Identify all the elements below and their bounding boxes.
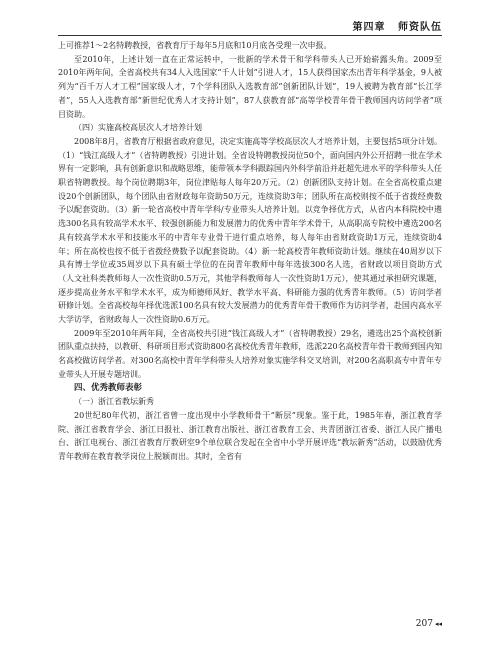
paragraph-teaching-stars: 20世纪80年代初，浙江省曾一度出现中小学教师骨干“断层”现象。鉴于此，1985年春，浙江教育学院、浙江省教育学会、浙江日报社、浙江教育出版社、浙江省教育工会、共青团浙江省委、浙江人民广播电台、浙江电视台、浙江省教育厅教研室9个单位联合发起在全省中小学开展评选“教坛新秀”活动，以鼓励优秀青年教师在教育教学岗位上脱颖而出。其时，全省有: [58, 410, 442, 462]
paragraph-2010-results: 至2010年，上述计划一直在正常运转中，一批新的学术骨干和学科带头人已开始崭露头角。2009至2010年两年间，全省高校共有34人入选国家“千人计划”引进人才，15人获得国家杰出青年科学基金，9人被列为“百千万人才工程”国家级人才，7个学科团队入选教育部“创新团队计划”，19人被聘为教育部“长江学者”，55人入选教育部“新世纪优秀人才支持计划”，87人获教育部“高等学校青年骨干教师国内访问学者”项目资助。: [58, 54, 442, 119]
section-heading-4: 四、优秀教师表彰: [74, 382, 143, 393]
running-head: [353, 18, 442, 33]
subsection-heading-1: （一）浙江省教坛新秀: [74, 397, 154, 407]
page-number: [416, 619, 442, 629]
paragraph-2009-2010-outcomes: 2009年至2010年两年间，全省高校共引进“钱江高级人才”（省特聘教授）29名，遴选出25个高校创新团队重点扶持，以教研、科研项目形式资助800名高校优秀青年教师，选派220名高校青年骨干教师到国内知名高校做访问学者。对300名高校中青年学科带头人培养对象实施学科交叉培训，对200名高职高专中青年专业带头人开展专题培训。: [58, 328, 442, 379]
paragraph-talent-plan: 2008年8月，省教育厅根据省政府意见，决定实施高等学校高层次人才培养计划，主要包括5项分计划。（1）“钱江高级人才”（省特聘教授）引进计划。全省设特聘教授岗位50个，面向国内外公开招聘一批在学术界有一定影响，具有创新意识和战略思维，能带领本学科跟踪国内外科学前沿并赶超先进水平的学科带头人任职省特聘教授。每个岗位聘期3年，岗位津贴每人每年20万元。（2）创新团队支持计划。在全省高校重点建设20个创新团队，每个团队由省财政每年资助50万元，连续资助3年；团队所在高校则按不低于省拨经费数予以配套资助。（3）新一轮省高校中青年学科/专业带头人培养计划。以竞争择优方式，从省内本科院校中遴选300名具有较高学术水平、较强创新能力和发展潜力的优秀中青年学术骨干，从高职高专院校中遴选200名具有较高学术水平和技能水平的中青年专业骨干进行重点培养，每人每年由省财政资助1万元，连续资助4年；所在高校也按不低于省拨经费数予以配套资助。（4）新一轮高校青年教师资助计划。继续在40周岁以下具有博士学位或35周岁以下具有硕士学位的在岗青年教师中每年选拔300名人选，省财政以项目资助方式（人文社科类教师每人一次性资助0.5万元，其他学科教师每人一次性资助1万元），使其通过承担研究课题，逐步提高业务水平和学术水平，成为师德师风好、教学水平高、科研能力强的优秀青年教师。（5）访问学者研修计划。全省高校每年择优选派100名具有较大发展潜力的优秀青年骨干教师作为访问学者，赴国内高水平大学访学，省财政每人一次性资助0.6万元。: [58, 136, 442, 325]
body-text: [58, 39, 442, 464]
page-number-value: 207: [415, 619, 433, 629]
subsection-heading-4: （四）实施高校高层次人才培养计划: [74, 123, 202, 133]
chapter-title: 师资队伍: [398, 22, 442, 33]
header-rule: [58, 35, 442, 36]
paragraph-continuation: 上可推荐1～2名特聘教授，省教育厅于每年5月底和10月底各受理一次申报。: [58, 41, 332, 50]
chapter-number: 第四章: [352, 22, 386, 33]
page-marker-icon: ◂◂: [434, 620, 442, 628]
